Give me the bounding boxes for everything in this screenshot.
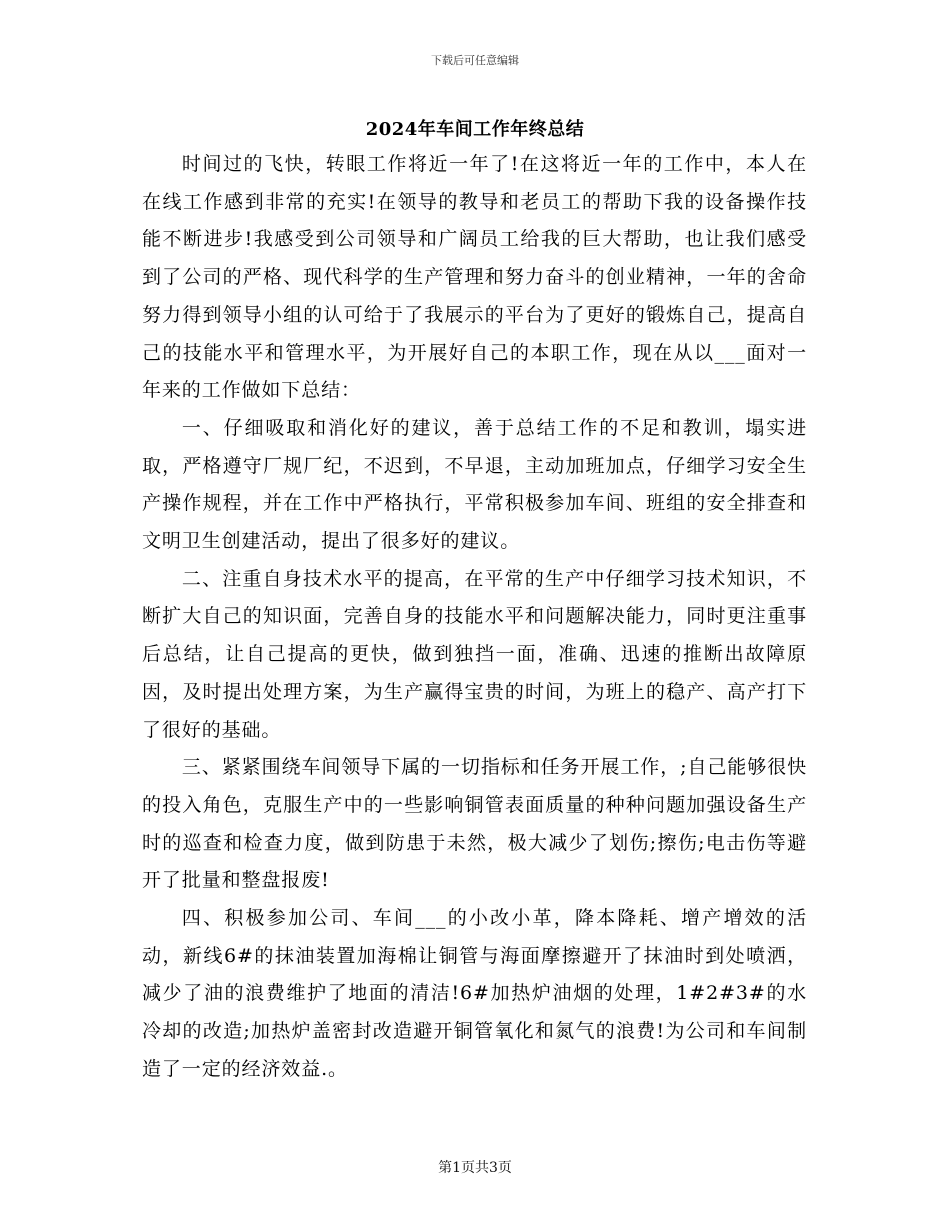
paragraph-point-4: 四、积极参加公司、车间___的小改小革，降本降耗、增产增效的活动，新线6#的抹油装置加海棉让铜管与海面摩擦避开了抹油时到处喷洒，减少了油的浪费维护了地面的清洁!6#加热炉油烟的处理，1#2#3#的水冷却的改造;加热炉盖密封改造避开铜管氧化和氮气的浪费!为公司和车间制造了一定的经济效益.。	[142, 907, 807, 1080]
document-body	[142, 146, 807, 1089]
page-number: 第1页共3页	[438, 1160, 512, 1176]
paragraph-point-1: 一、仔细吸取和消化好的建议，善于总结工作的不足和教训，塌实进取，严格遵守厂规厂纪，不迟到，不早退，主动加班加点，仔细学习安全生产操作规程，并在工作中严格执行，平常积极参加车间、班组的安全排查和文明卫生创建活动，提出了很多好的建议。	[142, 416, 807, 553]
paragraph-point-2: 二、注重自身技术水平的提高，在平常的生产中仔细学习技术知识，不断扩大自己的知识面，完善自身的技能水平和问题解决能力，同时更注重事后总结，让自己提高的更快，做到独挡一面，准确、迅速的推断出故障原因，及时提出处理方案，为生产赢得宝贵的时间，为班上的稳产、高产打下了很好的基础。	[142, 567, 807, 741]
paragraph-point-3: 三、紧紧围绕车间领导下属的一切指标和任务开展工作，;自己能够很快的投入角色，克服生产中的一些影响铜管表面质量的种种问题加强设备生产时的巡查和检查力度，做到防患于未然，极大减少了划伤;擦伤;电击伤等避开了批量和整盘报废!	[142, 756, 807, 892]
document-title: 2024年车间工作年终总结	[365, 119, 585, 140]
paragraph-intro: 时间过的飞快，转眼工作将近一年了!在这将近一年的工作中，本人在在线工作感到非常的充实!在领导的教导和老员工的帮助下我的设备操作技能不断进步!我感受到公司领导和广阔员工给我的巨大帮助，也让我们感受到了公司的严格、现代科学的生产管理和努力奋斗的创业精神，一年的舍命努力得到领导小组的认可给于了我展示的平台为了更好的锻炼自己，提高自己的技能水平和管理水平，为开展好自己的本职工作，现在从以___面对一年来的工作做如下总结：	[142, 153, 807, 402]
header-note: 下载后可任意编辑	[431, 54, 519, 67]
